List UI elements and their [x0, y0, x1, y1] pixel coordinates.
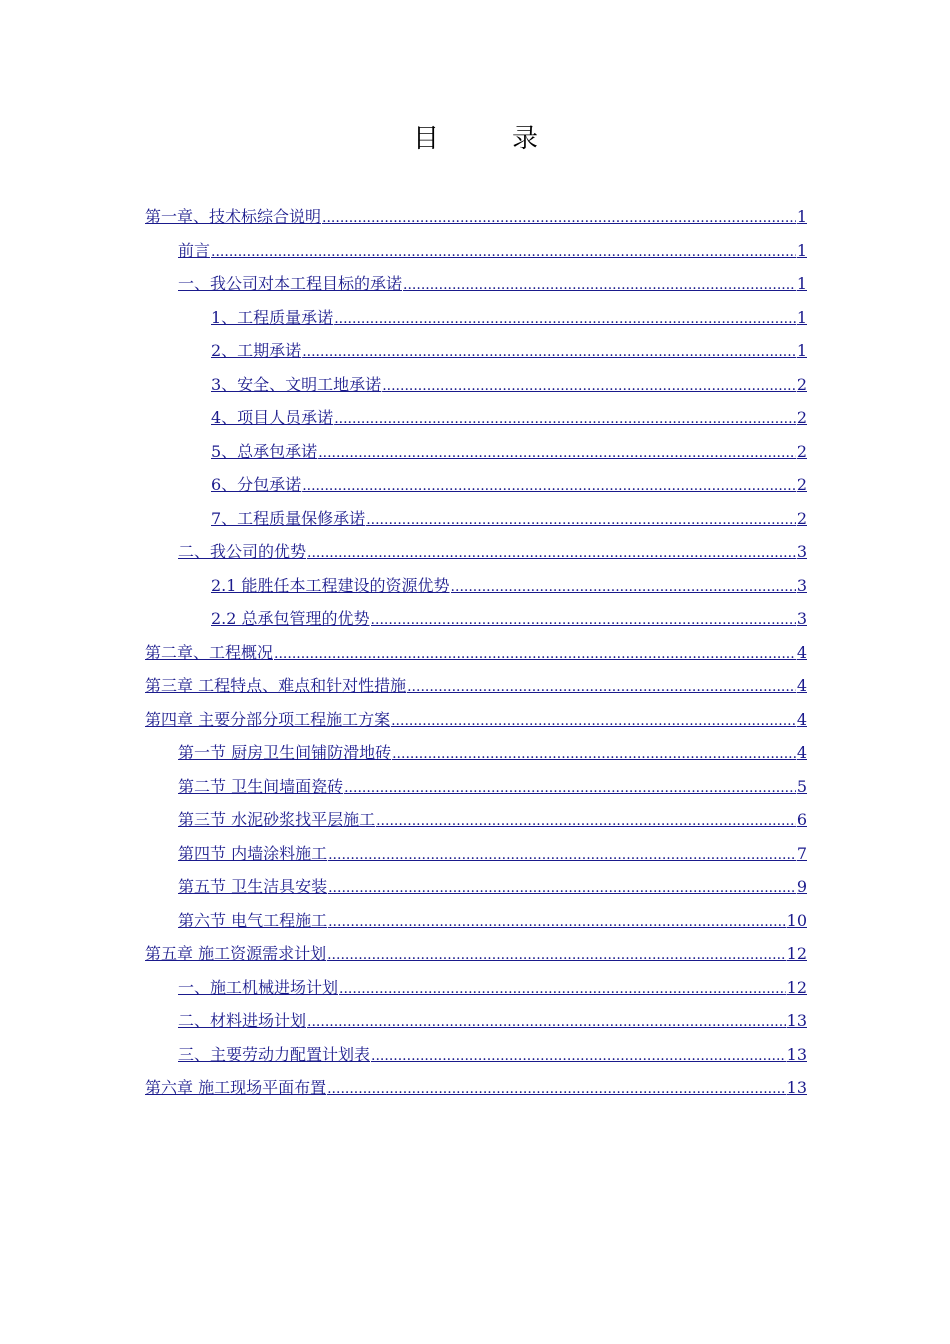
toc-dot-leader — [322, 210, 796, 226]
toc-dot-leader — [307, 1014, 786, 1030]
toc-dot-leader — [392, 746, 796, 762]
toc-entry-page-number: 13 — [786, 1044, 807, 1064]
toc-entry[interactable] — [145, 908, 807, 942]
toc-entry[interactable] — [145, 1042, 807, 1076]
toc-entry-page-number: 12 — [786, 977, 807, 997]
toc-entry-page-number: 7 — [796, 843, 807, 863]
toc-entry-page-number: 2 — [796, 508, 807, 528]
toc-entry-page-number: 12 — [786, 944, 807, 963]
toc-entry[interactable] — [145, 774, 807, 808]
toc-entry[interactable] — [145, 673, 807, 707]
title-char-1: 目 — [413, 124, 440, 154]
toc-entry-label: 第一章、技术标综合说明 — [145, 207, 322, 226]
toc-entry[interactable] — [145, 539, 807, 573]
toc-entry-label: 第二章、工程概况 — [145, 642, 274, 662]
toc-dot-leader — [274, 646, 796, 662]
toc-entry-label: 一、施工机械进场计划 — [178, 977, 339, 997]
toc-entry-label: 7、工程质量保修承诺 — [211, 508, 366, 528]
toc-entry-label: 1、工程质量承诺 — [211, 307, 334, 327]
toc-entry-label: 5、总承包承诺 — [211, 441, 318, 461]
toc-entry[interactable] — [145, 305, 807, 339]
toc-entry-label: 第三节 水泥砂浆找平层施工 — [178, 810, 376, 829]
toc-entry[interactable] — [145, 975, 807, 1009]
toc-entry-label: 3、安全、文明工地承诺 — [211, 374, 382, 394]
toc-entry[interactable] — [145, 941, 807, 975]
toc-entry-label: 三、主要劳动力配置计划表 — [178, 1044, 371, 1064]
toc-dot-leader — [371, 1048, 786, 1064]
toc-entry-page-number: 3 — [796, 542, 807, 561]
toc-entry-label: 2.1 能胜任本工程建设的资源优势 — [211, 575, 450, 595]
toc-entry-label: 第四章 主要分部分项工程施工方案 — [145, 709, 391, 729]
toc-dot-leader — [344, 780, 796, 796]
toc-entry-page-number: 4 — [796, 642, 807, 662]
toc-entry-label: 前言 — [178, 240, 211, 260]
toc-entry-page-number: 4 — [796, 709, 807, 729]
toc-entry[interactable] — [145, 807, 807, 841]
toc-dot-leader — [407, 679, 796, 695]
toc-dot-leader — [403, 277, 796, 293]
toc-dot-leader — [376, 813, 796, 829]
toc-entry-page-number: 1 — [796, 274, 807, 293]
toc-dot-leader — [371, 612, 796, 628]
toc-entry-page-number: 10 — [786, 910, 807, 930]
toc-entry-page-number: 13 — [786, 1011, 807, 1030]
toc-entry-label: 第五章 施工资源需求计划 — [145, 944, 327, 963]
toc-dot-leader — [307, 545, 796, 561]
toc-entry-page-number: 1 — [796, 307, 807, 327]
toc-entry-page-number: 4 — [796, 676, 807, 695]
toc-entry-label: 2.2 总承包管理的优势 — [211, 609, 370, 628]
toc-entry[interactable] — [145, 606, 807, 640]
toc-entry[interactable] — [145, 372, 807, 406]
toc-entry-page-number: 2 — [796, 408, 807, 427]
toc-entry[interactable] — [145, 1008, 807, 1042]
toc-entry[interactable] — [145, 238, 807, 272]
toc-dot-leader — [366, 512, 796, 528]
toc-entry-label: 第六节 电气工程施工 — [178, 910, 328, 930]
toc-dot-leader — [328, 847, 796, 863]
toc-entry-page-number: 2 — [796, 441, 807, 461]
toc-entry-page-number: 13 — [786, 1078, 807, 1097]
toc-dot-leader — [328, 880, 796, 896]
toc-entry-label: 二、材料进场计划 — [178, 1011, 307, 1030]
toc-entry[interactable] — [145, 439, 807, 473]
toc-entry-label: 一、我公司对本工程目标的承诺 — [178, 274, 403, 293]
toc-dot-leader — [391, 713, 796, 729]
toc-dot-leader — [339, 981, 786, 997]
toc-dot-leader — [382, 378, 796, 394]
toc-entry-label: 2、工期承诺 — [211, 341, 302, 360]
toc-dot-leader — [328, 914, 786, 930]
toc-entry[interactable] — [145, 405, 807, 439]
toc-entry-page-number: 3 — [796, 575, 807, 595]
toc-entry-label: 第三章 工程特点、难点和针对性措施 — [145, 676, 407, 695]
toc-dot-leader — [327, 1081, 786, 1097]
toc-entry[interactable] — [145, 338, 807, 372]
toc-entry[interactable] — [145, 204, 807, 238]
toc-dot-leader — [302, 344, 796, 360]
toc-entry-page-number: 6 — [796, 810, 807, 829]
title-char-2: 录 — [512, 124, 539, 154]
toc-dot-leader — [334, 311, 796, 327]
toc-dot-leader — [211, 244, 796, 260]
toc-entry[interactable] — [145, 640, 807, 674]
toc-entry[interactable] — [145, 271, 807, 305]
toc-entry-page-number: 1 — [796, 341, 807, 360]
toc-dot-leader — [302, 478, 796, 494]
toc-dot-leader — [327, 947, 786, 963]
toc-entry-page-number: 2 — [796, 475, 807, 494]
toc-entry[interactable] — [145, 573, 807, 607]
toc-entry[interactable] — [145, 506, 807, 540]
toc-entry-label: 第一节 厨房卫生间铺防滑地砖 — [178, 743, 392, 762]
table-of-contents — [145, 204, 807, 1109]
toc-dot-leader — [451, 579, 796, 595]
toc-dot-leader — [318, 445, 796, 461]
toc-entry-page-number: 4 — [796, 743, 807, 762]
toc-entry-page-number: 3 — [796, 609, 807, 628]
toc-entry[interactable] — [145, 874, 807, 908]
toc-entry[interactable] — [145, 841, 807, 875]
toc-dot-leader — [334, 411, 796, 427]
toc-entry-label: 第四节 内墙涂料施工 — [178, 843, 328, 863]
toc-entry-page-number: 2 — [796, 374, 807, 394]
toc-entry[interactable] — [145, 472, 807, 506]
toc-entry-label: 第五节 卫生洁具安装 — [178, 877, 328, 896]
toc-entry[interactable] — [145, 1075, 807, 1109]
toc-entry[interactable] — [145, 740, 807, 774]
toc-entry-label: 第二节 卫生间墙面瓷砖 — [178, 776, 344, 796]
toc-entry-page-number: 5 — [796, 776, 807, 796]
toc-entry-label: 4、项目人员承诺 — [211, 408, 334, 427]
toc-entry-page-number: 9 — [796, 877, 807, 896]
toc-entry-label: 二、我公司的优势 — [178, 542, 307, 561]
toc-entry[interactable] — [145, 707, 807, 741]
toc-entry-page-number: 1 — [796, 240, 807, 260]
toc-entry-label: 6、分包承诺 — [211, 475, 302, 494]
toc-entry-page-number: 1 — [796, 207, 807, 226]
toc-entry-label: 第六章 施工现场平面布置 — [145, 1078, 327, 1097]
